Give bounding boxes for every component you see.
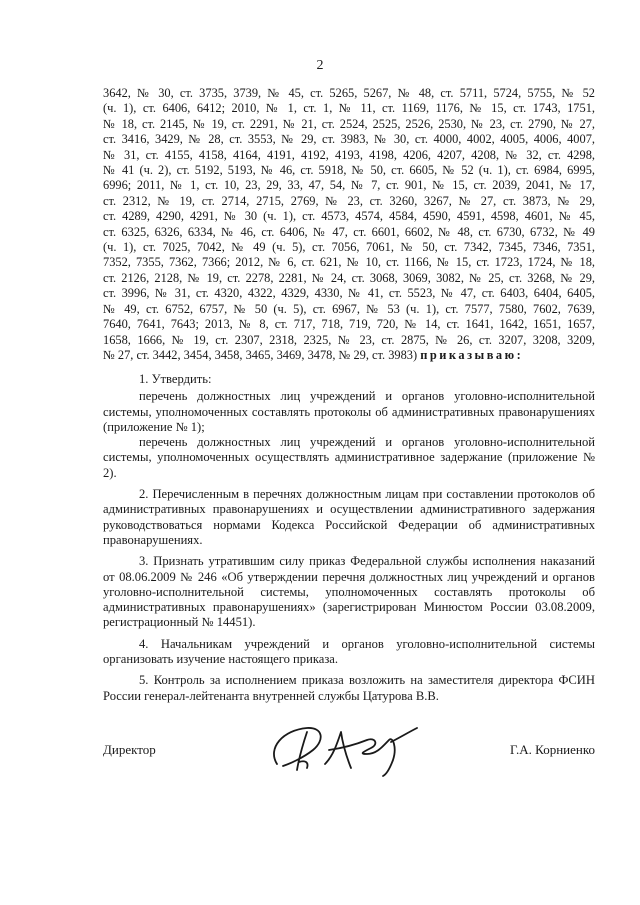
signer-title: Директор [103, 742, 156, 757]
item-3: 3. Признать утратившим силу приказ Федеральной службы исполнения наказаний от 08.06.2009 № 246 «Об утверждении перечня должностных лиц учреждений и органов уголовно-исполнительной системы, уполномоченных составлять протоколы об административных правонарушениях» (зарегистрирован Минюстом России 03.08.2009, регистрационный № 14451). [103, 554, 595, 630]
item-4: 4. Начальникам учреждений и органов уголовно-исполнительной системы организовать изучение настоящего приказа. [103, 636, 595, 667]
item-1-list-2: перечень должностных лиц учреждений и органов уголовно-исполнительной системы, уполномоченных осуществлять административное задержание (приложение № 2). [103, 435, 595, 480]
order-body [103, 372, 595, 706]
reference-line: № 18, ст. 2145, № 19, ст. 2291, № 21, ст. 2524, 2525, 2526, 2530, № 23, ст. 2790, № 27, [103, 116, 595, 131]
reference-line: ст. 3996, № 31, ст. 4320, 4322, 4329, 4330, № 41, ст. 5523, № 47, ст. 6403, 6404, 6405, [103, 286, 595, 301]
reference-line: № 49, ст. 6752, 6757, № 50 (ч. 5), ст. 6967, № 53 (ч. 1), ст. 7577, 7580, 7602, 7639, [103, 301, 595, 316]
reference-line-last [103, 348, 595, 363]
reference-last-text: № 27, ст. 3442, 3454, 3458, 3465, 3469, 3478, № 29, ст. 3983) [103, 347, 418, 362]
reference-line: 1658, 1666, № 19, ст. 2307, 2318, 2325, № 23, ст. 2875, № 26, ст. 3207, 3208, 3209, [103, 332, 595, 347]
reference-line: ст. 2126, 2128, № 19, ст. 2278, 2281, № 24, ст. 3068, 3069, 3082, № 25, ст. 3268, № 29, [103, 270, 595, 285]
signature-block [103, 718, 595, 788]
reference-line: № 31, ст. 4155, 4158, 4164, 4191, 4192, 4193, 4198, 4206, 4207, 4208, № 32, ст. 4298, [103, 147, 595, 162]
reference-line: ст. 4289, 4290, 4291, № 30 (ч. 1), ст. 4573, 4574, 4584, 4590, 4591, 4598, 4601, № 45, [103, 209, 595, 224]
reference-line: (ч. 1), ст. 6406, 6412; 2010, № 1, ст. 1, № 11, ст. 1169, 1176, № 15, ст. 1743, 1751, [103, 101, 595, 116]
signer-name: Г.А. Корниенко [509, 742, 595, 757]
legal-references [103, 86, 595, 363]
order-word: приказываю: [420, 347, 524, 362]
item-1-list-1: перечень должностных лиц учреждений и органов уголовно-исполнительной системы, уполномоченных составлять протоколы об административных правонарушениях (приложение № 1); [103, 389, 595, 434]
reference-line: 7352, 7355, 7362, 7366; 2012, № 6, ст. 621, № 10, ст. 1166, № 15, ст. 1723, 1724, № 18, [103, 255, 595, 270]
reference-line: (ч. 1), ст. 7025, 7042, № 49 (ч. 5), ст. 7056, 7061, № 50, ст. 7342, 7345, 7346, 7351, [103, 240, 595, 255]
page-number: 2 [316, 58, 324, 73]
handwritten-signature [263, 718, 433, 778]
reference-line: 6996; 2011, № 1, ст. 10, 23, 29, 33, 47, 54, № 7, ст. 901, № 15, ст. 2039, 2041, № 17, [103, 178, 595, 193]
reference-line: 3642, № 30, ст. 3735, 3739, № 45, ст. 5265, 5267, № 48, ст. 5711, 5724, 5755, № 52 [103, 86, 595, 100]
reference-line: ст. 3416, 3429, № 28, ст. 3553, № 29, ст. 3983, № 30, ст. 4000, 4002, 4005, 4006, 4007, [103, 132, 595, 147]
reference-line: ст. 6325, 6326, 6334, № 46, ст. 6406, № 47, ст. 6601, 6602, № 48, ст. 6730, 6732, № 49 [103, 224, 595, 239]
item-5: 5. Контроль за исполнением приказа возложить на заместителя директора ФСИН России генерал-лейтенанта внутренней службы Цатурова В.В. [103, 673, 595, 703]
reference-line: 7640, 7641, 7643; 2013, № 8, ст. 717, 718, 719, 720, № 14, ст. 1641, 1642, 1651, 1657, [103, 317, 595, 332]
reference-line: ст. 2312, № 19, ст. 2714, 2715, 2769, № 23, ст. 3260, 3267, № 27, ст. 3873, № 29, [103, 193, 595, 208]
item-2: 2. Перечисленным в перечнях должностным лицам при составлении протоколов об административных правонарушениях и осуществлении административного задержания руководствоваться нормами Кодекса Российской Федерации об административных правонарушениях. [103, 487, 595, 547]
reference-line: № 41 (ч. 2), ст. 5192, 5193, № 46, ст. 5918, № 50, ст. 6605, № 52 (ч. 1), ст. 6984, 6995, [103, 163, 595, 178]
item-1-title: 1. Утвердить: [139, 372, 212, 386]
